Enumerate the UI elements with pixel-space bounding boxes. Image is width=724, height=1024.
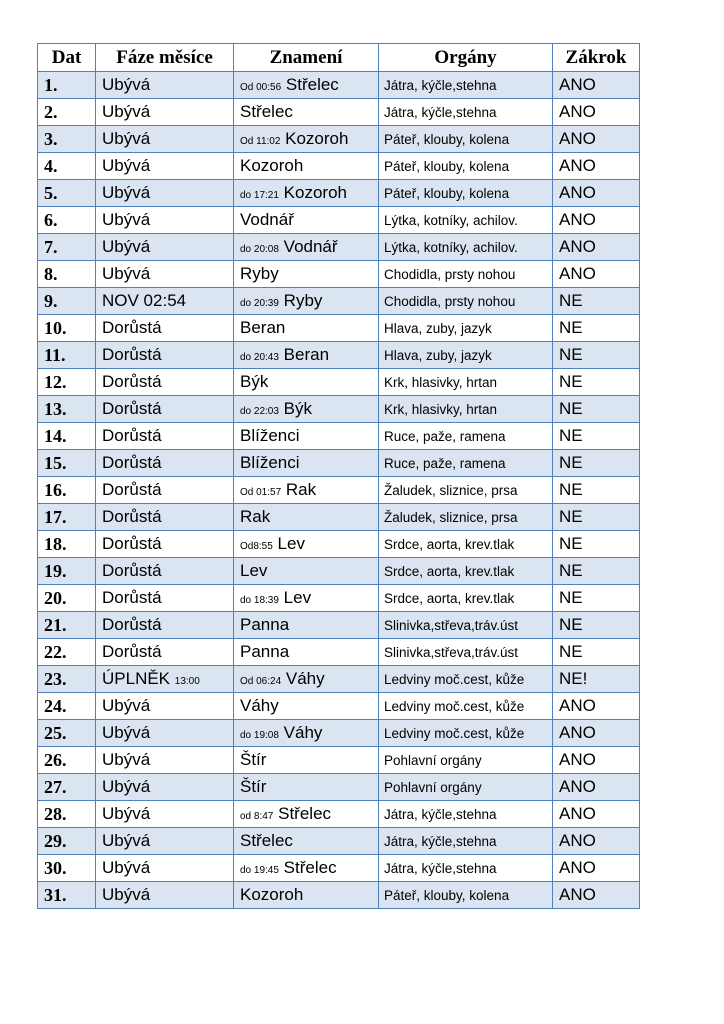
organs-cell: Játra, kýčle,stehna [379,855,553,882]
sign-cell [234,477,379,504]
sign-cell [234,585,379,612]
table-row [38,585,640,612]
day-cell: 24. [38,693,96,720]
phase-text: Ubývá [102,777,151,796]
table-row [38,72,640,99]
day-cell: 18. [38,531,96,558]
table-row [38,531,640,558]
phase-text: Ubývá [102,102,151,121]
organs-cell: Hlava, zuby, jazyk [379,315,553,342]
sign-name: Štír [240,777,267,796]
phase-text: Dorůstá [102,507,162,526]
phase-cell [96,153,234,180]
sign-cell [234,234,379,261]
phase-text: Ubývá [102,237,151,256]
table-row [38,855,640,882]
sign-cell [234,180,379,207]
phase-cell [96,558,234,585]
sign-time: do 20:39 [240,298,279,309]
phase-text: Ubývá [102,183,151,202]
action-cell: NE [553,531,640,558]
sign-time: do 19:08 [240,730,279,741]
phase-text: Ubývá [102,210,151,229]
table-row [38,180,640,207]
table-row [38,801,640,828]
organs-cell: Chodidla, prsty nohou [379,288,553,315]
sign-cell [234,801,379,828]
day-cell: 31. [38,882,96,909]
sign-name: Váhy [240,696,279,715]
sign-time: do 17:21 [240,190,279,201]
action-cell: NE [553,288,640,315]
sign-cell [234,612,379,639]
table-row [38,423,640,450]
table-row [38,450,640,477]
day-cell: 10. [38,315,96,342]
table-row [38,720,640,747]
table-row [38,207,640,234]
table-row [38,612,640,639]
header-phase: Fáze měsíce [96,44,234,72]
organs-cell: Žaludek, sliznice, prsa [379,477,553,504]
organs-cell: Ledviny moč.cest, kůže [379,693,553,720]
sign-cell [234,288,379,315]
phase-cell [96,99,234,126]
sign-cell [234,72,379,99]
phase-cell [96,666,234,693]
organs-cell: Játra, kýčle,stehna [379,99,553,126]
moon-calendar-table [37,43,640,909]
day-cell: 12. [38,369,96,396]
organs-cell: Lýtka, kotníky, achilov. [379,207,553,234]
day-cell: 28. [38,801,96,828]
action-cell: NE [553,558,640,585]
sign-name: Střelec [240,831,293,850]
action-cell: ANO [553,72,640,99]
organs-cell: Srdce, aorta, krev.tlak [379,558,553,585]
phase-text: Ubývá [102,858,151,877]
phase-cell [96,342,234,369]
sign-cell [234,261,379,288]
table-row [38,504,640,531]
sign-time: do 18:39 [240,595,279,606]
action-cell: NE [553,612,640,639]
organs-cell: Krk, hlasivky, hrtan [379,369,553,396]
sign-name: Rak [240,507,271,526]
sign-time: Od 00:56 [240,82,282,93]
sign-time: Od 06:24 [240,676,282,687]
day-cell: 15. [38,450,96,477]
sign-name: Lev [240,561,268,580]
table-row [38,693,640,720]
phase-text: Ubývá [102,804,151,823]
sign-name: Kozoroh [240,156,304,175]
sign-name: Blíženci [240,426,300,445]
phase-cell [96,423,234,450]
day-cell: 20. [38,585,96,612]
organs-cell: Srdce, aorta, krev.tlak [379,585,553,612]
organs-cell: Lýtka, kotníky, achilov. [379,234,553,261]
sign-name: Býk [240,372,269,391]
phase-cell [96,126,234,153]
table-row [38,828,640,855]
table-row [38,234,640,261]
organs-cell: Páteř, klouby, kolena [379,882,553,909]
sign-time: Od 01:57 [240,487,282,498]
organs-cell: Ruce, paže, ramena [379,423,553,450]
table-row [38,369,640,396]
sign-cell [234,666,379,693]
action-cell: ANO [553,801,640,828]
header-row [38,44,640,72]
action-cell: ANO [553,153,640,180]
sign-name: Ryby [240,264,279,283]
phase-text: Ubývá [102,750,151,769]
sign-cell [234,99,379,126]
sign-name: Býk [283,399,313,418]
action-cell: NE [553,450,640,477]
action-cell: ANO [553,99,640,126]
sign-name: Beran [240,318,286,337]
table-row [38,261,640,288]
sign-cell [234,423,379,450]
table-row [38,747,640,774]
sign-cell [234,450,379,477]
sign-cell [234,747,379,774]
action-cell: ANO [553,126,640,153]
phase-cell [96,450,234,477]
action-cell: NE [553,315,640,342]
action-cell: ANO [553,720,640,747]
phase-text: Ubývá [102,264,151,283]
sign-name: Blíženci [240,453,300,472]
phase-cell [96,639,234,666]
table-row [38,477,640,504]
sign-time: Od8:55 [240,541,273,552]
phase-text: Dorůstá [102,318,162,337]
sign-cell [234,639,379,666]
action-cell: NE [553,396,640,423]
day-cell: 5. [38,180,96,207]
organs-cell: Páteř, klouby, kolena [379,153,553,180]
action-cell: NE [553,423,640,450]
organs-cell: Pohlavní orgány [379,747,553,774]
sign-time: do 20:08 [240,244,279,255]
sign-time: do 20:43 [240,352,279,363]
sign-cell [234,315,379,342]
sign-cell [234,207,379,234]
day-cell: 7. [38,234,96,261]
action-cell: ANO [553,774,640,801]
phase-cell [96,612,234,639]
phase-text: Dorůstá [102,642,162,661]
phase-text: ÚPLNĚK [102,669,171,688]
organs-cell: Ledviny moč.cest, kůže [379,666,553,693]
sign-time: do 19:45 [240,865,279,876]
sign-name: Vodnář [283,237,338,256]
sign-name: Rak [285,480,317,499]
sign-name: Ryby [283,291,323,310]
action-cell: NE [553,477,640,504]
sign-cell [234,828,379,855]
day-cell: 2. [38,99,96,126]
phase-text: Dorůstá [102,345,162,364]
header-day: Dat [38,44,96,72]
action-cell: NE [553,585,640,612]
action-cell: NE! [553,666,640,693]
organs-cell: Páteř, klouby, kolena [379,180,553,207]
action-cell: NE [553,639,640,666]
phase-text: Dorůstá [102,615,162,634]
sign-cell [234,693,379,720]
phase-cell [96,801,234,828]
day-cell: 8. [38,261,96,288]
phase-cell [96,531,234,558]
sign-cell [234,369,379,396]
organs-cell: Játra, kýčle,stehna [379,72,553,99]
phase-text: Dorůstá [102,426,162,445]
phase-cell [96,261,234,288]
sign-name: Beran [283,345,330,364]
header-organs: Orgány [379,44,553,72]
organs-cell: Slinivka,střeva,tráv.úst [379,612,553,639]
sign-cell [234,504,379,531]
phase-cell [96,396,234,423]
organs-cell: Srdce, aorta, krev.tlak [379,531,553,558]
phase-text: Dorůstá [102,588,162,607]
action-cell: ANO [553,261,640,288]
day-cell: 27. [38,774,96,801]
phase-text: Ubývá [102,885,151,904]
phase-cell [96,747,234,774]
action-cell: NE [553,369,640,396]
sign-cell [234,558,379,585]
day-cell: 13. [38,396,96,423]
phase-cell [96,72,234,99]
day-cell: 14. [38,423,96,450]
table-row [38,99,640,126]
table-row [38,126,640,153]
phase-cell [96,720,234,747]
organs-cell: Slinivka,střeva,tráv.úst [379,639,553,666]
table-row [38,666,640,693]
organs-cell: Krk, hlasivky, hrtan [379,396,553,423]
phase-note: 13:00 [174,676,200,687]
header-action: Zákrok [553,44,640,72]
phase-cell [96,315,234,342]
organs-cell: Páteř, klouby, kolena [379,126,553,153]
sign-name: Lev [283,588,312,607]
day-cell: 11. [38,342,96,369]
sign-cell [234,396,379,423]
phase-text: Dorůstá [102,561,162,580]
day-cell: 1. [38,72,96,99]
day-cell: 25. [38,720,96,747]
phase-text: Ubývá [102,831,151,850]
phase-cell [96,288,234,315]
sign-time: do 22:03 [240,406,279,417]
organs-cell: Žaludek, sliznice, prsa [379,504,553,531]
phase-text: Ubývá [102,129,151,148]
phase-text: Dorůstá [102,534,162,553]
action-cell: ANO [553,747,640,774]
day-cell: 17. [38,504,96,531]
sign-name: Kozoroh [285,129,349,148]
day-cell: 19. [38,558,96,585]
header-sign: Znamení [234,44,379,72]
table-row [38,342,640,369]
sign-time: Od 11:02 [240,136,281,147]
organs-cell: Ruce, paže, ramena [379,450,553,477]
action-cell: NE [553,342,640,369]
table-row [38,774,640,801]
day-cell: 22. [38,639,96,666]
day-cell: 29. [38,828,96,855]
day-cell: 23. [38,666,96,693]
day-cell: 3. [38,126,96,153]
action-cell: ANO [553,693,640,720]
action-cell: ANO [553,180,640,207]
sign-cell [234,720,379,747]
sign-cell [234,153,379,180]
action-cell: NE [553,504,640,531]
organs-cell: Játra, kýčle,stehna [379,801,553,828]
organs-cell: Pohlavní orgány [379,774,553,801]
phase-cell [96,693,234,720]
table-row [38,315,640,342]
sign-name: Vodnář [240,210,294,229]
table-row [38,558,640,585]
sign-name: Panna [240,642,290,661]
phase-cell [96,585,234,612]
sign-name: Panna [240,615,290,634]
table-row [38,639,640,666]
phase-text: Ubývá [102,723,151,742]
sign-cell [234,126,379,153]
sign-cell [234,342,379,369]
table-row [38,288,640,315]
phase-cell [96,234,234,261]
action-cell: ANO [553,882,640,909]
sign-name: Střelec [278,804,332,823]
table-row [38,882,640,909]
sign-time: od 8:47 [240,811,274,822]
phase-cell [96,882,234,909]
table-row [38,153,640,180]
sign-name: Kozoroh [240,885,304,904]
organs-cell: Játra, kýčle,stehna [379,828,553,855]
day-cell: 16. [38,477,96,504]
phase-text: Ubývá [102,75,151,94]
action-cell: ANO [553,207,640,234]
phase-text: Dorůstá [102,399,162,418]
action-cell: ANO [553,828,640,855]
phase-cell [96,207,234,234]
phase-text: Dorůstá [102,372,162,391]
organs-cell: Chodidla, prsty nohou [379,261,553,288]
sign-name: Střelec [240,102,293,121]
sign-name: Váhy [283,723,323,742]
phase-cell [96,504,234,531]
phase-text: Ubývá [102,156,151,175]
phase-text: Dorůstá [102,453,162,472]
sign-cell [234,882,379,909]
sign-cell [234,531,379,558]
phase-text: Dorůstá [102,480,162,499]
phase-text: NOV 02:54 [102,291,187,310]
sign-name: Kozoroh [283,183,347,202]
action-cell: ANO [553,855,640,882]
day-cell: 6. [38,207,96,234]
day-cell: 4. [38,153,96,180]
organs-cell: Hlava, zuby, jazyk [379,342,553,369]
day-cell: 21. [38,612,96,639]
action-cell: ANO [553,234,640,261]
sign-name: Střelec [285,75,339,94]
phase-cell [96,774,234,801]
day-cell: 26. [38,747,96,774]
phase-cell [96,828,234,855]
sign-name: Štír [240,750,267,769]
sign-name: Lev [277,534,305,553]
phase-text: Ubývá [102,696,151,715]
phase-cell [96,477,234,504]
sign-cell [234,774,379,801]
phase-cell [96,369,234,396]
table-row [38,396,640,423]
sign-cell [234,855,379,882]
phase-cell [96,180,234,207]
phase-cell [96,855,234,882]
day-cell: 30. [38,855,96,882]
day-cell: 9. [38,288,96,315]
organs-cell: Ledviny moč.cest, kůže [379,720,553,747]
sign-name: Střelec [283,858,337,877]
sign-name: Váhy [285,669,325,688]
